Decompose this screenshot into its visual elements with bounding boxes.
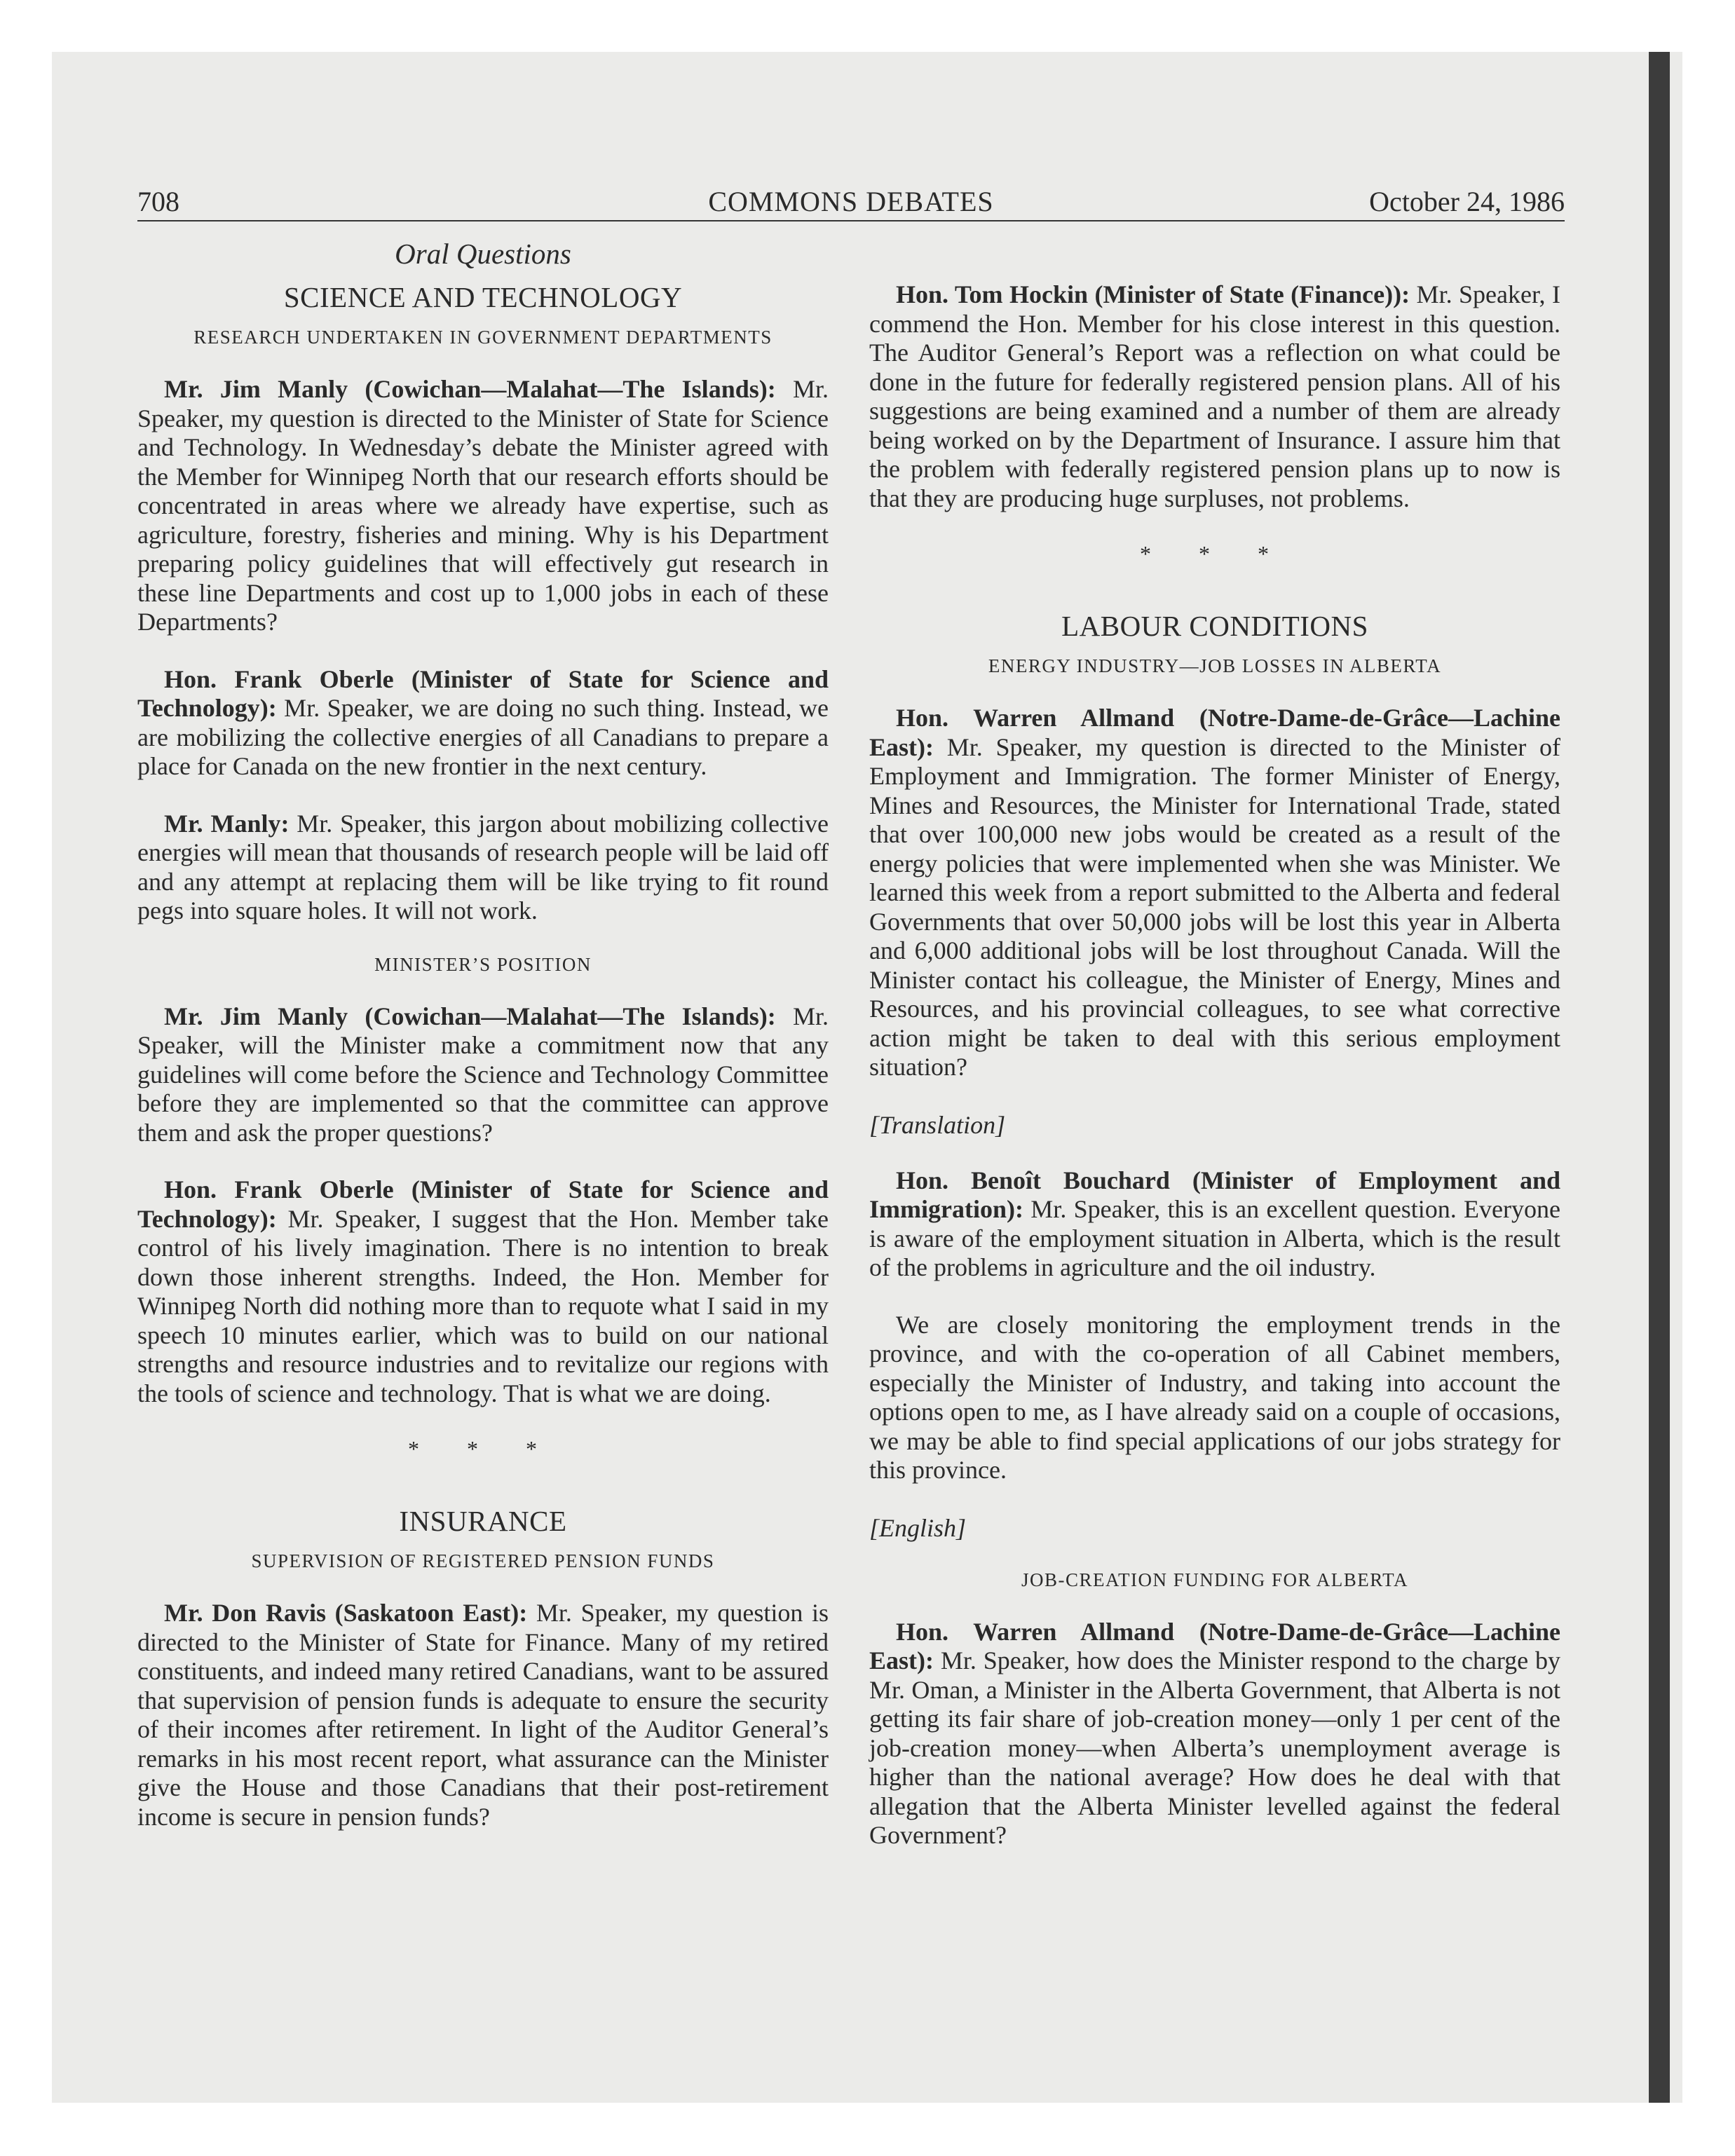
speech-oberle-1: [137, 665, 829, 782]
speaker-name: Hon. Benoît Bouchard (Minister of Employment and Immigration):: [869, 1166, 1560, 1223]
running-title: COMMONS DEBATES: [708, 186, 994, 217]
speaker-name: Mr. Jim Manly (Cowichan—Malahat—The Islands):: [164, 375, 776, 403]
speech-text: Mr. Speaker, my question is directed to the Minister of State for Finance. Many of my retired constituents, and indeed many retired Canadians, want to be assured that supervision of pension funds is adequate to ensure the security of their incomes after retirement. In light of the Auditor General’s remarks in his most recent report, what assurance can the Minister give the House and those Canadians that their post-retirement income is secure in pension funds?: [137, 1599, 829, 1831]
section-separator: * * *: [408, 1436, 558, 1461]
subheading-energy-job-losses: ENERGY INDUSTRY—JOB LOSSES IN ALBERTA: [988, 655, 1442, 676]
speech-text: Mr. Speaker, will the Minister make a commitment now that any guidelines will come before the Science and Technology Committee before they are implemented so that the committee can approve them and ask the proper questions?: [137, 1002, 829, 1147]
heading-science-technology: SCIENCE AND TECHNOLOGY: [283, 281, 683, 313]
binding-edge: [1649, 52, 1670, 2103]
speaker-name: Mr. Jim Manly (Cowichan—Malahat—The Islands):: [164, 1002, 776, 1030]
speech-text: Mr. Speaker, my question is directed to the Minister of State for Science and Technology. In Wednesday’s debate the Minister agreed with the Member for Winnipeg North that our research efforts should be concentrated in areas where we already have expertise, such as agriculture, forestry, fisheries and mining. Why is his Department preparing policy guidelines that will effectively gut research in these line Departments and cost up to 1,000 jobs in each of these Departments?: [137, 375, 829, 636]
speech-bouchard-1: [869, 1166, 1560, 1283]
subheading-pension-funds: SUPERVISION OF REGISTERED PENSION FUNDS: [251, 1550, 715, 1571]
right-column: [869, 280, 1560, 1878]
speech-manly-3: [137, 1002, 829, 1148]
speech-bouchard-2: We are closely monitoring the employment trends in the province, and with the co-operation of all Cabinet members, especially the Minister of Industry, and taking into account the options open to me, as I have already said on a couple of occasions, we may be able to find special applications of our jobs strategy for this province.: [869, 1310, 1560, 1484]
section-separator: * * *: [1140, 541, 1290, 566]
page-date: October 24, 1986: [1369, 186, 1565, 217]
speech-text: Mr. Speaker, we are doing no such thing. Instead, we are mobilizing the collective energies of all Canadians to prepare a place for Canada on the new frontier in the next century.: [137, 694, 829, 780]
speaker-name: Mr. Manly:: [164, 809, 290, 838]
translation-label: [Translation]: [869, 1110, 1006, 1139]
section-label: Oral Questions: [395, 238, 571, 270]
speech-ravis: [137, 1599, 829, 1831]
heading-insurance: INSURANCE: [399, 1505, 567, 1537]
speech-text: Mr. Speaker, this jargon about mobilizing collective energies will mean that thousands of research people will be laid off and any attempt at replacing them will be like trying to fit round pegs into square holes. It will not work.: [137, 809, 829, 925]
speaker-name: Hon. Warren Allmand (Notre-Dame-de-Grâce—Lachine East):: [869, 1617, 1560, 1674]
left-column: [137, 237, 829, 1860]
speech-allmand-2: [869, 1618, 1560, 1850]
speech-text: Mr. Speaker, this is an excellent question. Everyone is aware of the employment situation in Alberta, which is the result of the problems in agriculture and the oil industry.: [869, 1195, 1560, 1281]
speech-oberle-2: [137, 1175, 829, 1408]
speech-hockin: [869, 280, 1560, 513]
subheading-minister-position: MINISTER’S POSITION: [374, 953, 592, 975]
speech-text: Mr. Speaker, my question is directed to the Minister of Employment and Immigration. The former Minister of Energy, Mines and Resources, the Minister for International Trade, stated that over 100,000 new jobs would be created as a result of the energy policies that were implemented when she was Minister. We learned this week from a report submitted to the Alberta and federal Governments that over 50,000 jobs will be lost this year in Alberta and 6,000 additional jobs will be lost throughout Canada. Will the Minister contact his colleague, the Minister of Energy, Mines and Resources, and his provincial colleagues, to see what corrective action might be taken to deal with this serious employment situation?: [869, 732, 1560, 1081]
speaker-name: Hon. Tom Hockin (Minister of State (Finance)):: [896, 280, 1410, 308]
speech-allmand-1: [869, 704, 1560, 1082]
speaker-name: Hon. Warren Allmand (Notre-Dame-de-Grâce—Lachine East):: [869, 704, 1560, 761]
english-label: [English]: [869, 1513, 967, 1542]
page-number: 708: [137, 186, 179, 217]
speech-text: Mr. Speaker, I commend the Hon. Member for his close interest in this question. The Auditor General’s Report was a reflection on what could be done in the future for federally registered pension plans. All of his suggestions are being examined and a number of them are already being worked on by the Department of Insurance. I assure him that the problem with federally registered pension plans up to now is that they are producing huge surpluses, not problems.: [869, 280, 1560, 512]
subheading-research: RESEARCH UNDERTAKEN IN GOVERNMENT DEPARTMENTS: [193, 327, 773, 348]
subheading-job-creation-funding: JOB-CREATION FUNDING FOR ALBERTA: [1021, 1569, 1408, 1590]
speaker-name: Mr. Don Ravis (Saskatoon East):: [164, 1599, 528, 1627]
page-header: [137, 184, 1565, 221]
speaker-name: Hon. Frank Oberle (Minister of State for Science and Technology):: [137, 664, 829, 722]
heading-labour-conditions: LABOUR CONDITIONS: [1061, 610, 1368, 642]
speech-text: Mr. Speaker, how does the Minister respond to the charge by Mr. Oman, a Minister in the Alberta Government, that Alberta is not getting its fair share of job-creation money—only 1 per cent of the job-creation money—when Alberta’s unemployment average is higher than the national average? How does he deal with that allegation that the Alberta Minister levelled against the federal Government?: [869, 1646, 1560, 1849]
speaker-name: Hon. Frank Oberle (Minister of State for Science and Technology):: [137, 1175, 829, 1233]
speech-manly-1: [137, 375, 829, 637]
speech-text: Mr. Speaker, I suggest that the Hon. Member take control of his lively imagination. There is no intention to break down those inherent strengths. Indeed, the Hon. Member for Winnipeg North did nothing more than to requote what I said in my speech 10 minutes earlier, which was to build on our national strengths and resource industries and to revitalize our regions with the tools of science and technology. That is what we are doing.: [137, 1204, 829, 1407]
speech-manly-2: [137, 810, 829, 926]
